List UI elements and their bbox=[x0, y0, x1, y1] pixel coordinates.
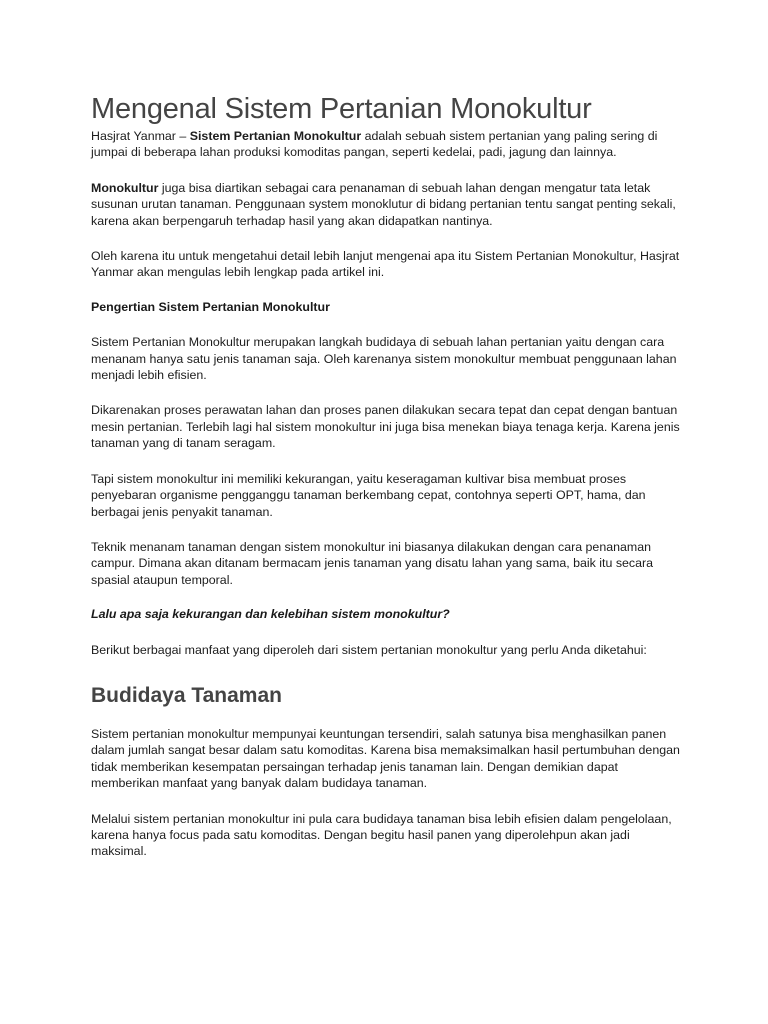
p2-rest: juga bisa diartikan sebagai cara penanaman di sebuah lahan dengan mengatur tata letak susunan urutan tanaman. Penggunaan system monoklutur di bidang pertanian tentu sangat penting sekali, karena akan berpengaruh terhadap hasil yang akan didapatkan nantinya. bbox=[91, 180, 676, 228]
intro-author: Hasjrat Yanmar – bbox=[91, 129, 190, 143]
intro-term: Sistem Pertanian Monokultur bbox=[189, 129, 362, 143]
paragraph-benefits-intro: Berikut berbagai manfaat yang diperoleh dari sistem pertanian monokultur yang perlu Anda diketahui: bbox=[91, 642, 647, 657]
subheading-definition: Pengertian Sistem Pertanian Monokultur bbox=[91, 299, 330, 314]
article-title: Mengenal Sistem Pertanian Monokultur bbox=[91, 93, 592, 125]
question-heading: Lalu apa saja kekurangan dan kelebihan sistem monokultur? bbox=[91, 607, 450, 622]
intro-rest: adalah sebuah sistem pertanian yang paling sering di jumpai di beberapa lahan produksi komoditas pangan, seperti kedelai, padi, jagung dan lainnya. bbox=[91, 129, 658, 160]
paragraph-definition: Sistem Pertanian Monokultur merupakan langkah budidaya di sebuah lahan pertanian yaitu dengan cara menanam hanya satu jenis tanaman saja. Oleh karenanya sistem monokultur membuat penggunaan lahan menjadi lebih efisien. bbox=[91, 335, 677, 383]
paragraph-budidaya-1: Sistem pertanian monokultur mempunyai keuntungan tersendiri, salah satunya bisa menghasilkan panen dalam jumlah sangat besar dalam satu komoditas. Karena bisa memaksimalkan hasil pertumbuhan dengan tidak memberikan kesempatan persaingan terhadap jenis tanaman lain. Dengan demikian dapat memberikan manfaat yang banyak dalam budidaya tanaman. bbox=[91, 726, 680, 791]
paragraph-technique: Teknik menanam tanaman dengan sistem monokultur ini biasanya dilakukan dengan cara penanaman campur. Dimana akan ditanam bermacam jenis tanaman yang disatu lahan yang sama, baik itu secara spasial ataupun temporal. bbox=[91, 539, 654, 587]
section-heading-budidaya: Budidaya Tanaman bbox=[91, 683, 282, 707]
paragraph-article-purpose: Oleh karena itu untuk mengetahui detail lebih lanjut mengenai apa itu Sistem Pertanian Monokultur, Hasjrat Yanmar akan mengulas lebih lengkap pada artikel ini. bbox=[91, 249, 680, 280]
intro-paragraph bbox=[91, 128, 688, 161]
paragraph-monokultur-definition bbox=[91, 180, 688, 229]
paragraph-efficiency: Dikarenakan proses perawatan lahan dan proses panen dilakukan secara tepat dan cepat dengan bantuan mesin pertanian. Terlebih lagi hal sistem monokultur ini juga bisa menekan biaya tenaga kerja. Karena jenis tanaman yang di tanam seragam. bbox=[91, 403, 680, 451]
paragraph-drawbacks: Tapi sistem monokultur ini memiliki kekurangan, yaitu keseragaman kultivar bisa membuat proses penyebaran organisme pengganggu tanaman berkembang cepat, contohnya seperti OPT, hama, dan berbagai jenis penyakit tanaman. bbox=[91, 471, 646, 519]
paragraph-budidaya-2: Melalui sistem pertanian monokultur ini pula cara budidaya tanaman bisa lebih efisien dalam pengelolaan, karena hanya focus pada satu komoditas. Dengan begitu hasil panen yang diperolehpun akan jadi maksimal. bbox=[91, 811, 672, 859]
p2-term: Monokultur bbox=[91, 180, 159, 195]
